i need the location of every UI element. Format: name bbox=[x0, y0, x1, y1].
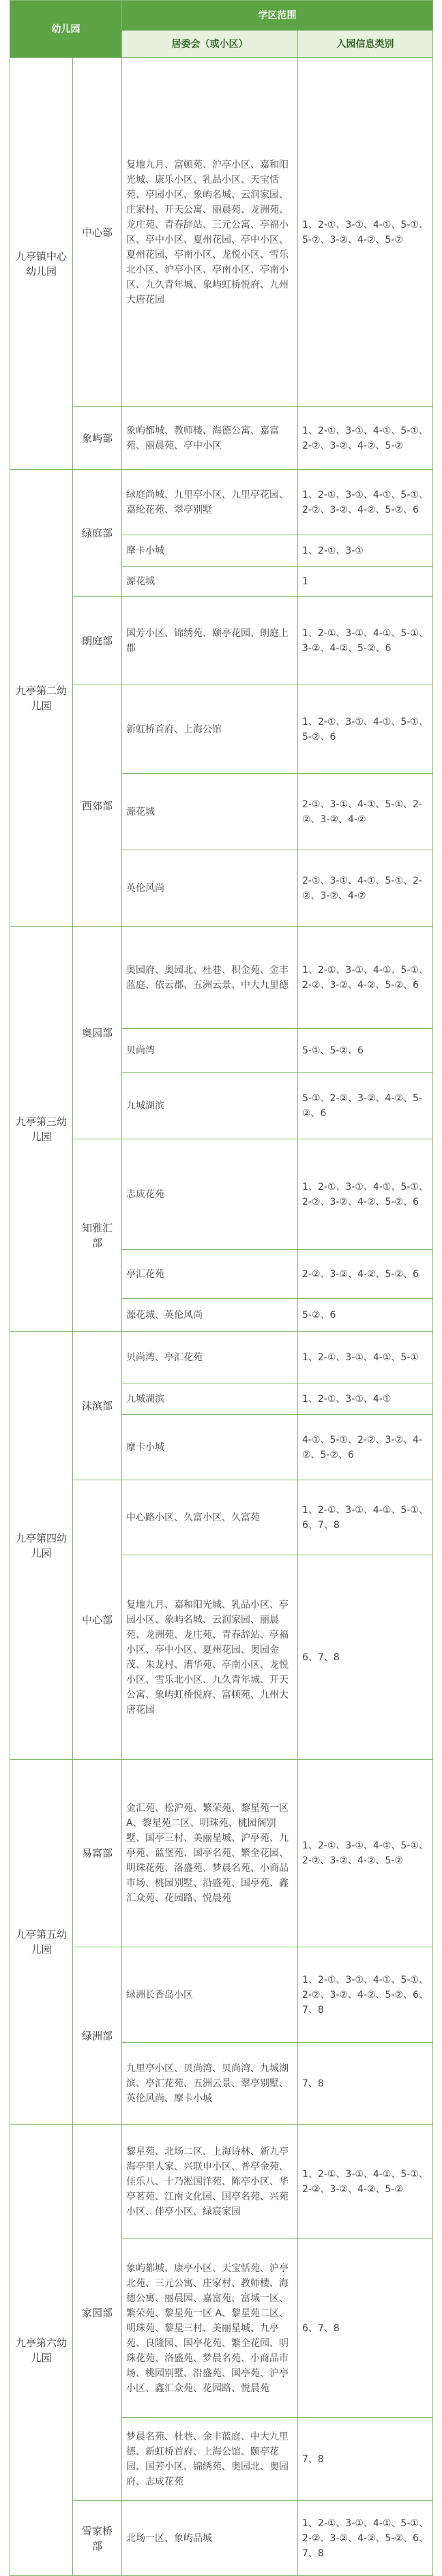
campus-zhiyahui: 知雅汇部 bbox=[73, 1139, 122, 1332]
area-cell: 象屿都城、教师楼、海德公寓、嘉富苑、丽晨苑、亭中小区 bbox=[122, 407, 298, 470]
category-cell: 7、8 bbox=[298, 2043, 433, 2125]
area-cell: 英伦风尚 bbox=[122, 850, 298, 927]
category-cell: 5-②、6 bbox=[298, 1299, 433, 1332]
category-cell: 1 bbox=[298, 567, 433, 597]
category-cell: 1、2-①、3-①、4-①、5-①、5-②、3-②、4-②、5-② bbox=[298, 58, 433, 407]
category-cell: 1、2-①、3-①、4-①、5-①、3-②、4-②、5-②、6 bbox=[298, 597, 433, 685]
campus-langting: 朗庭部 bbox=[73, 597, 122, 685]
category-cell: 1、2-①、3-①、4-① bbox=[298, 1383, 433, 1415]
campus-xihong: 西郊部 bbox=[73, 685, 122, 927]
area-cell: 新虹桥首府、上海公馆 bbox=[122, 685, 298, 774]
area-cell: 金汇苑、松沪苑、繁荣苑、黎星苑一区 A、黎星苑二区、明珠苑、桃园阁别墅、国亭三村、美丽星城、沪亭苑、九亭苑、蓝堡苑、国亭名苑、繁全花园、明珠花苑、洛盛苑、梦晨名苑、小商品市场、桃园别墅、沿盛苑、国亭苑、鑫汇众苑、花园路、悦晨苑 bbox=[122, 1760, 298, 1947]
category-cell: 1、2-①、3-①、4-①、5-①、5-②、6 bbox=[298, 685, 433, 774]
area-cell: 亭汇花苑 bbox=[122, 1250, 298, 1299]
campus-luting: 绿庭部 bbox=[73, 470, 122, 597]
category-cell: 1、2-①、3-①、4-①、5-① bbox=[298, 1332, 433, 1383]
category-cell: 1、2-①、3-①、4-①、5-①、2-②、3-②、4-②、5-②、6 bbox=[298, 470, 433, 535]
area-cell: 源花城 bbox=[122, 774, 298, 850]
header-committee: 居委会（或小区） bbox=[122, 31, 298, 58]
campus-aoyuan: 奥园部 bbox=[73, 927, 122, 1139]
kindergarten-jt2: 九亭第二幼儿园 bbox=[10, 470, 73, 927]
area-cell: 绿洲长香岛小区 bbox=[122, 1947, 298, 2043]
area-cell: 摩卡小城 bbox=[122, 535, 298, 567]
area-cell: 北场一区、象屿品城 bbox=[122, 2501, 298, 2576]
category-cell: 1、2-①、3-①、4-①、5-①、2-②、3-②、4-②、5-② bbox=[298, 1760, 433, 1947]
category-cell: 5-①、5-②、6 bbox=[298, 1029, 433, 1073]
area-cell: 九城湖滨 bbox=[122, 1383, 298, 1415]
area-cell: 志成花苑 bbox=[122, 1139, 298, 1250]
area-cell: 九里亭小区、贝尚湾、贝尚湾、九城湖滨、亭汇花苑、五洲云景、翠亭别墅、英伦风尚、摩卡小城 bbox=[122, 2043, 298, 2125]
area-cell: 奥园府、奥园北、杜巷、积金苑、金丰蓝庭、依云郡、五洲云景、中大九里德 bbox=[122, 927, 298, 1029]
kindergarten-jt5: 九亭第五幼儿园 bbox=[10, 1760, 73, 2125]
area-cell: 摩卡小城 bbox=[122, 1415, 298, 1480]
campus-lvzhou: 绿洲部 bbox=[73, 1947, 122, 2125]
category-cell: 1、2-①、3-①、4-①、5-①、2-②、3-②、4-②、5-② bbox=[298, 407, 433, 470]
category-cell: 6、7、8 bbox=[298, 1555, 433, 1760]
category-cell: 1、2-①、3-①、4-①、5-①、2-②、3-②、4-②、5-②、6、7、8 bbox=[298, 2501, 433, 2576]
area-cell: 黎星苑、北场二区、上海诗林、新九亭海亭里人家、兴联申小区、普亭金苑、佳乐八、十乃淞国洋苑、陈亭小区、华亭茗苑、江南文化园、国亭名苑、兴苑小区、伴亭小区、绿宸家园 bbox=[122, 2125, 298, 2239]
category-cell: 2-②、3-②、4-②、5-②、6 bbox=[298, 1250, 433, 1299]
area-cell: 九城湖滨 bbox=[122, 1073, 298, 1139]
kindergarten-jt-center: 九亭镇中心幼儿园 bbox=[10, 58, 73, 470]
area-cell: 中心路小区、久富小区、久富苑 bbox=[122, 1480, 298, 1555]
category-cell: 1、2-①、3-①、4-①、5-①、2-②、3-②、4-②、5-② bbox=[298, 2125, 433, 2239]
category-cell: 2-①、3-①、4-①、5-①、2-②、3-②、4-② bbox=[298, 774, 433, 850]
area-cell: 绿庭尚城、九里亭小区、九里亭花园、嘉纶花苑、翠亭别墅 bbox=[122, 470, 298, 535]
campus-yifu: 易富部 bbox=[73, 1760, 122, 1947]
area-cell: 象屿都城、康亭小区、天宝恬苑、沪亭北苑、三元公寓、庄家村、教师楼、海德公寓、丽晨园、嘉富苑、富城一区、繁荣苑、黎星苑一区 A、黎星苑二区、明珠苑、黎星三村、美丽星城、九亭苑、良隆园、国亭花苑、繁全花园、明珠花苑、洛盛苑、梦晨名苑、小商品市场、桃园别墅、沿盛苑、国亭苑、沪亭小区、鑫汇众苑、花园路、悦晨苑 bbox=[122, 2239, 298, 2418]
area-cell: 复地九月、嘉和阳光城、乳品小区、亭园小区、象屿名城、云润家园、丽晨苑、龙洲苑、龙庄苑、青春辞站、亭福小区、亭中小区、夏州花园、奥园金茂、朱龙村、漕华苑、亭南小区、龙悦小区、雪乐北小区、九久青年城、开天公寓、象屿虹桥悦府、富顿苑、九州大唐花园 bbox=[122, 1555, 298, 1760]
category-cell: 7、8 bbox=[298, 2418, 433, 2501]
header-kindergarten: 幼儿园 bbox=[10, 1, 122, 58]
category-cell: 1、2-①、3-①、4-①、5-①、2-②、3-②、4-②、5-②、6 bbox=[298, 927, 433, 1029]
kindergarten-jt4: 九亭第四幼儿园 bbox=[10, 1332, 73, 1760]
category-cell: 6、7、8 bbox=[298, 2239, 433, 2418]
area-cell: 复地九月、富顿苑、沪亭小区、嘉和阳光城、康乐小区、乳品小区、天宝恬苑、亭园小区、象屿名城、云润家园、庄家村、开天公寓、丽晨苑、龙洲苑、龙庄苑、青春辞站、三元公寓、亭福小区、亭中小区、夏州花园、亭中小区、夏州花园、亭南小区、龙悦小区、雪乐北小区、沪亭小区、亭南小区、亭南小区、九久青年城、象屿虹桥悦府、九州大唐花园 bbox=[122, 58, 298, 407]
category-cell: 1、2-①、3-①、4-①、5-①、6、7、8 bbox=[298, 1480, 433, 1555]
campus-xiangyu: 象屿部 bbox=[73, 407, 122, 470]
campus-xuejia: 雪家桥部 bbox=[73, 2501, 122, 2576]
kindergarten-jt3: 九亭第三幼儿园 bbox=[10, 927, 73, 1332]
header-district-range: 学区范围 bbox=[122, 1, 433, 31]
campus-jiayuan: 家园部 bbox=[73, 2125, 122, 2501]
area-cell: 源花城、英伦风尚 bbox=[122, 1299, 298, 1332]
campus-mubin: 沫滨部 bbox=[73, 1332, 122, 1480]
area-cell: 贝尚湾、亭汇花苑 bbox=[122, 1332, 298, 1383]
category-cell: 2-①、3-①、4-①、5-①、2-②、3-②、4-② bbox=[298, 850, 433, 927]
category-cell: 5-①、2-②、3-②、4-②、5-②、6 bbox=[298, 1073, 433, 1139]
campus-center-4: 中心部 bbox=[73, 1480, 122, 1760]
header-category: 入园信息类别 bbox=[298, 31, 433, 58]
area-cell: 源花城 bbox=[122, 567, 298, 597]
area-cell: 贝尚湾 bbox=[122, 1029, 298, 1073]
enrollment-table-wrapper bbox=[10, 0, 432, 2576]
category-cell: 1、2-①、3-①、4-①、5-①、2-②、3-②、4-②、5-②、6 bbox=[298, 1139, 433, 1250]
area-cell: 国芳小区、锦绣苑、颐亭花园、朗庭上郡 bbox=[122, 597, 298, 685]
campus-center: 中心部 bbox=[73, 58, 122, 407]
category-cell: 1、2-①、3-① bbox=[298, 535, 433, 567]
kindergarten-jt6: 九亭第六幼儿园 bbox=[10, 2125, 73, 2576]
area-cell: 梦晨名苑、杜巷、金丰蓝庭、中大九里德、新虹桥首府、上海公馆、颐亭花园、国芳小区、锦绣苑、奥园北、奥园府、志成花苑 bbox=[122, 2418, 298, 2501]
enrollment-table bbox=[10, 0, 433, 2576]
category-cell: 4-①、5-①、2-②、3-②、4-②、5-②、6 bbox=[298, 1415, 433, 1480]
category-cell: 1、2-①、3-①、4-①、5-①、2-②、3-②、4-②、5-②、6、7、8 bbox=[298, 1947, 433, 2043]
